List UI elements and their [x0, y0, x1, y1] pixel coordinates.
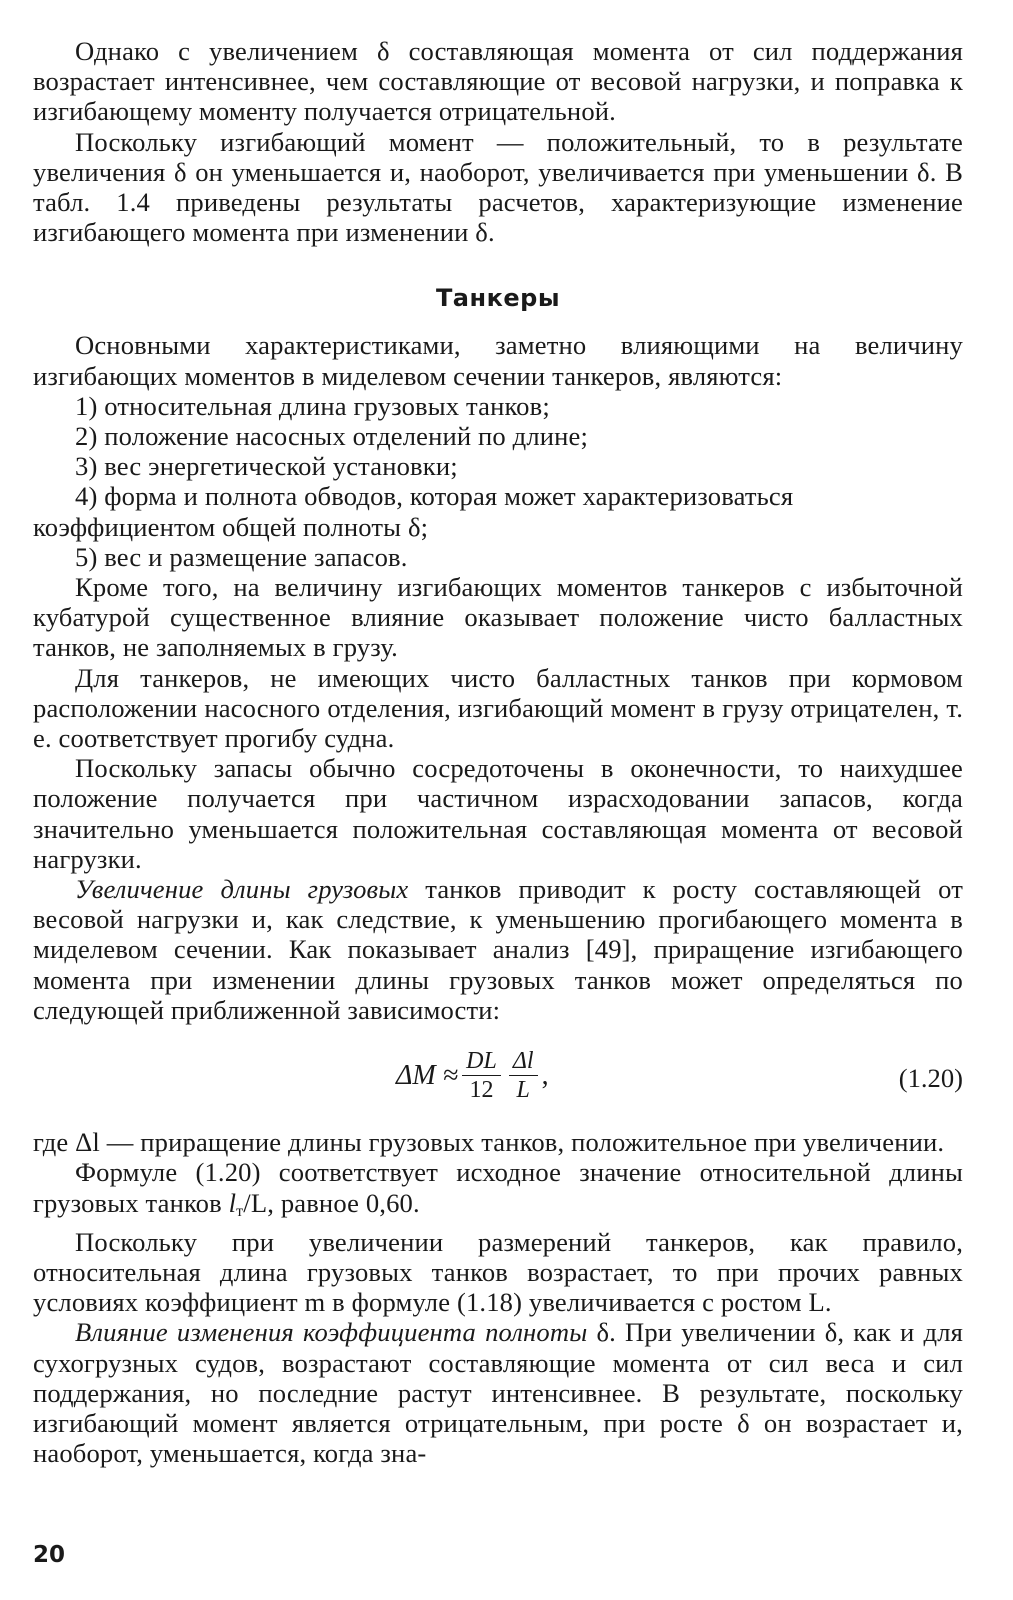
paragraph-10: Поскольку при увеличении размерений танкеров, как правило, относительная длина грузовых танков возрастает, то при прочих равных условиях коэффициент m в формуле (1.18) увеличивается с ростом L.	[33, 1226, 963, 1318]
paragraph-8: где Δl — приращение длины грузовых танков, положительное при увеличении.	[33, 1127, 945, 1158]
section-heading: Танкеры	[435, 284, 561, 313]
paragraph-4: Кроме того, на величину изгибающих моментов танкеров с избыточной кубатурой существенное влияние оказывает положение чисто балластных танков, не заполняемых в грузу.	[33, 572, 963, 663]
paragraph-7: Увеличение длины грузовых танков приводит к росту составляющей от весовой нагрузки и, как следствие, к уменьшению прогибающего момента в миделевом сечении. Как показывает анализ [49], приращение изгибающего момента при изменении длины грузовых танков может определяться по следующей приближенной зависимости:	[33, 874, 963, 1025]
page-number: 20	[33, 1542, 66, 1568]
italic-lead: Влияние изменения коэффициента полноты	[75, 1317, 588, 1348]
fraction: $\frac{\Delta l}{L}$	[509, 1047, 538, 1104]
characteristics-list	[33, 391, 963, 572]
paragraph-6: Поскольку запасы обычно сосредоточены в оконечности, то наихудшее положение получается при частичном израсходовании запасов, когда значительно уменьшается положительная составляющая момента от весовой нагрузки.	[33, 753, 963, 874]
formula-tail: ,	[541, 1059, 549, 1091]
paragraph-11: Влияние изменения коэффициента полноты δ. При увеличении δ, как и для сухогрузных судов, возрастают составляющие момента от сил веса и сил поддержания, но последние растут интенсивнее. В результате, поскольку изгибающий момент является отрицательным, при росте δ он возрастает и, наоборот, уменьшается, когда зна-	[33, 1317, 963, 1469]
formula-lhs: ΔM ≈	[396, 1059, 459, 1091]
paragraph-2: Поскольку изгибающий момент — положительный, то в результате увеличения δ он уменьшается и, наоборот, увеличивается при уменьшении δ. В табл. 1.4 приведены результаты расчетов, характеризующие изменение изгибающего момента при изменении δ.	[33, 126, 963, 248]
page-body	[33, 36, 963, 1468]
formula-1-20	[33, 1033, 963, 1125]
equation-number: (1.20)	[898, 1063, 963, 1094]
paragraph-1: Однако с увеличением δ составляющая момента от сил поддержания возрастает интенсивнее, чем составляющие от весовой нагрузки, и поправка к изгибающему моменту получается отрицательной.	[33, 36, 963, 127]
fraction: $\frac{DL}{12}$	[462, 1047, 501, 1104]
italic-lead: Увеличение длины грузовых	[75, 874, 409, 905]
list-item: 2) положение насосных отделений по длине;	[75, 421, 589, 452]
list-item: 3) вес энергетической установки;	[75, 451, 458, 482]
list-item: 5) вес и размещение запасов.	[75, 541, 408, 572]
list-item: 1) относительная длина грузовых танков;	[75, 390, 550, 421]
list-item-continuation: коэффициентом общей полноты δ;	[33, 511, 429, 542]
paragraph-5: Для танкеров, не имеющих чисто балластных танков при кормовом расположении насосного отделения, изгибающий момент в грузу отрицателен, т. е. соответствует прогибу судна.	[33, 662, 963, 754]
paragraph-3: Основными характеристиками, заметно влияющими на величину изгибающих моментов в миделевом сечении танкеров, являются:	[33, 330, 963, 391]
paragraph-9: Формуле (1.20) соответствует исходное значение относительной длины грузовых танков $l_т/L$, равное 0,60.	[33, 1157, 963, 1220]
list-item: 4) форма и полнота обводов, которая может характеризоваться	[75, 481, 794, 512]
